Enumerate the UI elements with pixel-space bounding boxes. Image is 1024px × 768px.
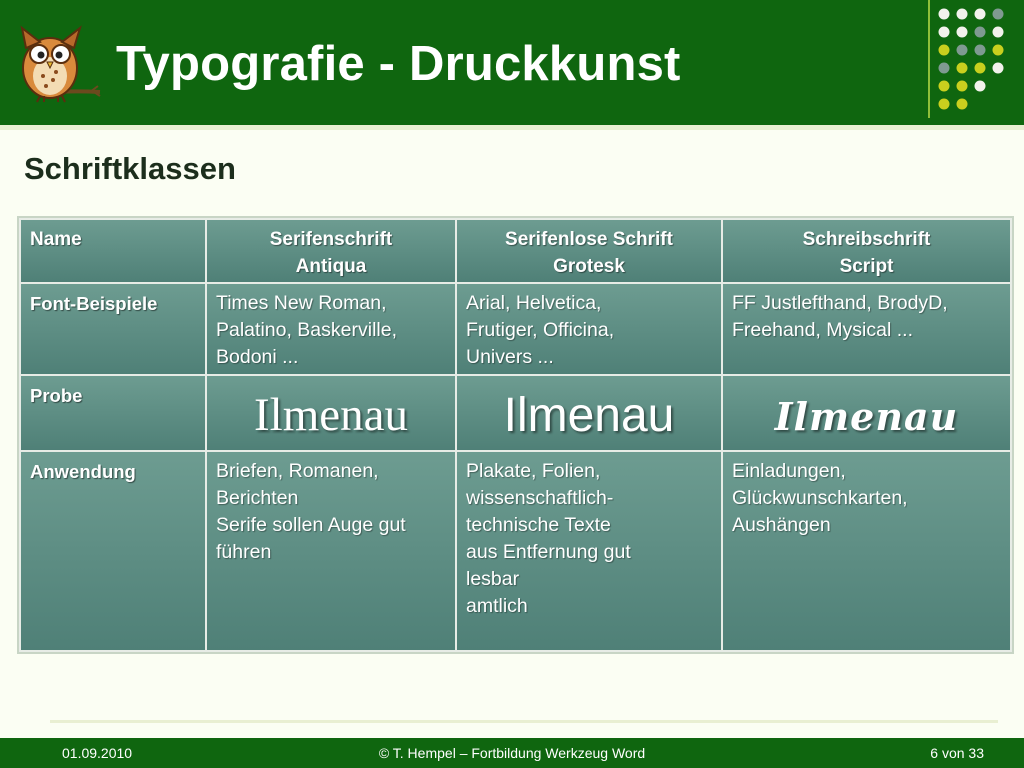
font-class-table [17,216,1014,654]
cell-text: Einladungen, Glückwunschkarten, Aushängen [732,460,908,536]
row-label: Font-Beispiele [30,293,158,314]
table-row-label-cell [19,282,207,376]
slide-header [0,0,1024,125]
footer-date: 01.09.2010 [62,745,133,761]
table-cell [205,282,457,376]
table-header-cell [455,218,723,284]
table-header-label: Serifenschrift Antiqua [269,229,393,277]
table-header-label: Name [30,229,82,250]
table-row-label-cell [19,374,207,452]
table-header-cell [205,218,457,284]
table-cell [455,450,723,652]
table-header-label: Schreibschrift Script [802,229,931,277]
owl-logo-icon [10,20,106,106]
table-cell [455,374,723,452]
section-heading: Schriftklassen [24,151,236,186]
table-cell [721,374,1012,452]
header-divider [928,0,930,118]
cell-text: Arial, Helvetica, Frutiger, Officina, Univers ... [466,292,615,368]
table-cell [455,282,723,376]
table-cell [205,374,457,452]
script-sample-text: Ilmenau [774,394,959,439]
cell-text: Times New Roman, Palatino, Baskerville, Bodoni ... [216,292,398,368]
table-header-cell [19,218,207,284]
table-cell [721,282,1012,376]
row-label: Anwendung [30,461,136,482]
slide-footer [0,738,1024,768]
row-label: Probe [30,385,83,406]
header-underline [0,125,1024,130]
table-header-cell [721,218,1012,284]
table-cell [721,450,1012,652]
table-row-label-cell [19,450,207,652]
footer-copyright: © T. Hempel – Fortbildung Werkzeug Word [378,745,646,761]
sans-serif-sample-text: Ilmenau [503,389,675,442]
cell-text: FF Justlefthand, BrodyD, Freehand, Mysical ... [732,292,948,341]
serif-sample-text: Ilmenau [254,389,408,441]
cell-text: Plakate, Folien, wissenschaftlich- technische Texte aus Entfernung gut lesbar amtlich [466,460,631,617]
table-header-label: Serifenlose Schrift Grotesk [505,229,673,277]
dot-grid-icon [934,4,1014,114]
footer-separator [50,720,998,723]
slide-title: Typografie - Druckkunst [116,37,681,91]
cell-text: Briefen, Romanen, Berichten Serife sollen Auge gut führen [216,460,406,563]
footer-page-number: 6 von 33 [930,745,984,761]
table-cell [205,450,457,652]
